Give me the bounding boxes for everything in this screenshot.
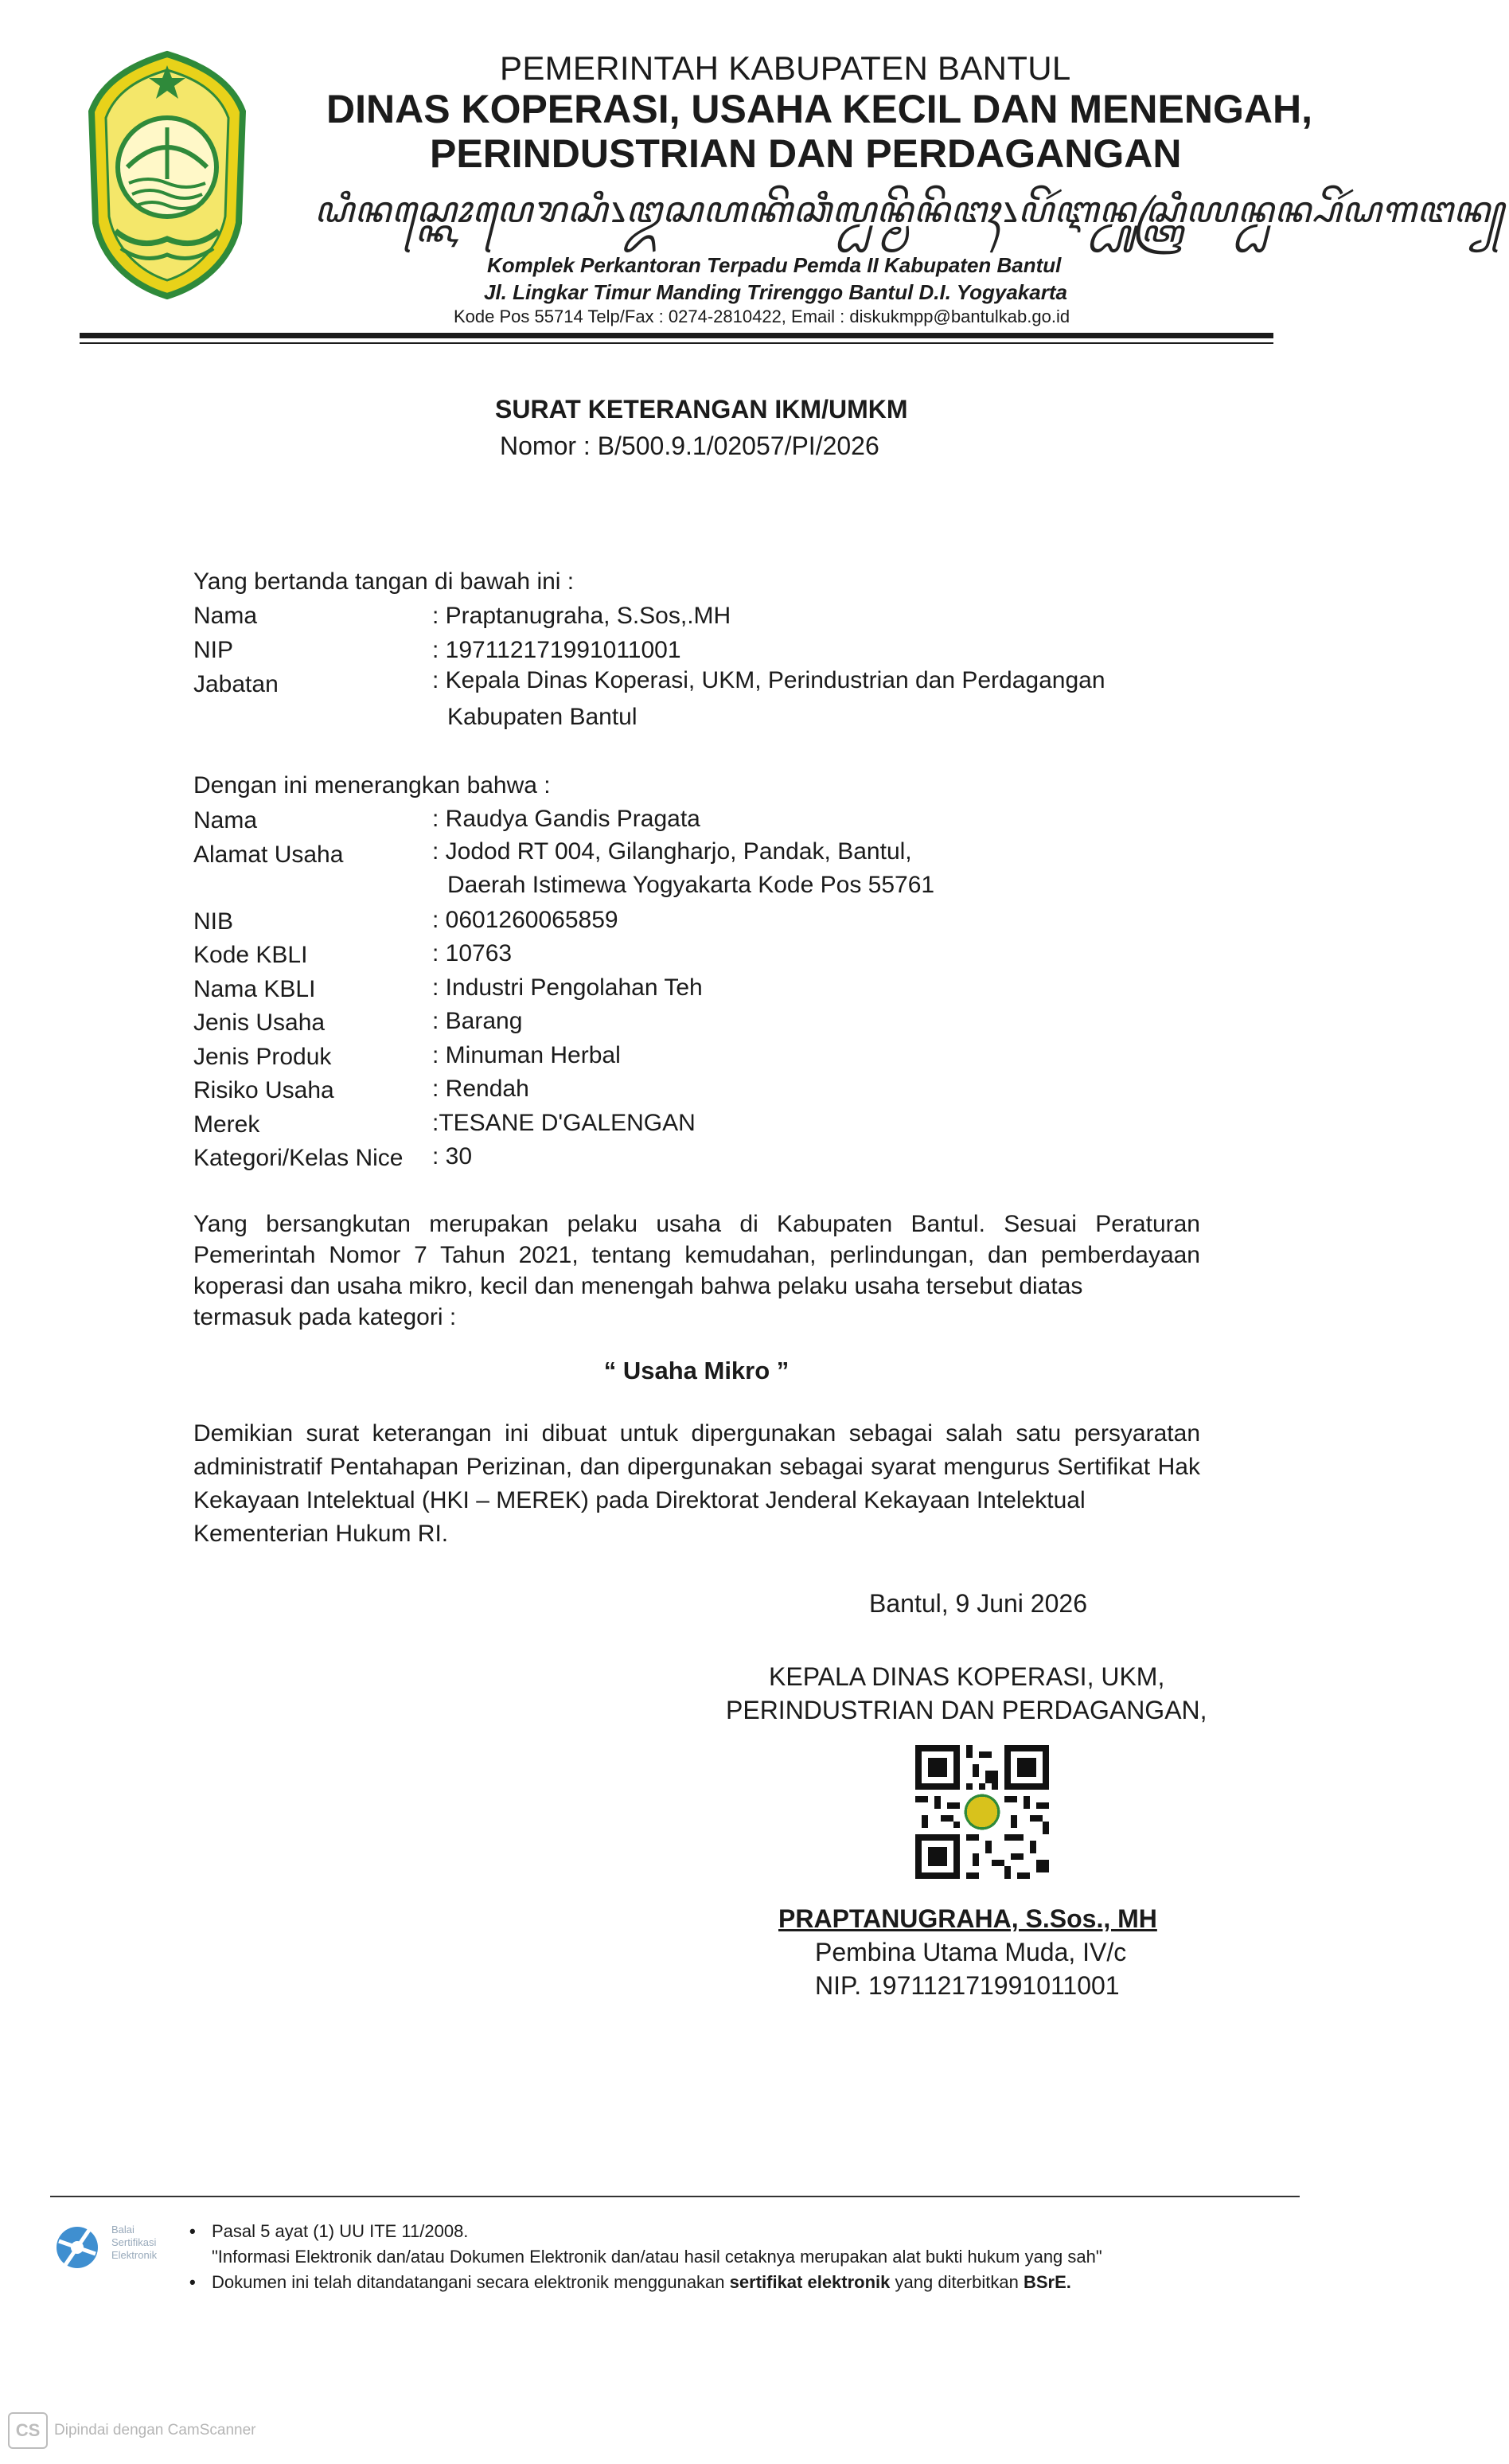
- signer-position-line2: PERINDUSTRIAN DAN PERDAGANGAN,: [726, 1696, 1207, 1724]
- bantul-regency-emblem: [80, 48, 255, 303]
- camscanner-watermark: [8, 2412, 256, 2449]
- letterhead-address-1: Komplek Perkantoran Terpadu Pemda II Kabupaten Bantul: [487, 253, 1062, 277]
- footer-legal-basis-text: Pasal 5 ayat (1) UU ITE 11/2008.: [212, 2221, 469, 2241]
- subject-value-alamat: : Jodod RT 004, Gilangharjo, Pandak, Bantul,: [432, 838, 912, 865]
- statement-paragraph-last-line: termasuk pada kategori :: [193, 1304, 457, 1330]
- letterhead-divider-thin: [80, 342, 1273, 344]
- signature-qr-code: [915, 1745, 1049, 1879]
- signer-label-jabatan: Jabatan: [193, 671, 279, 697]
- signer-label-nama: Nama: [193, 603, 258, 629]
- subject-value-nama: : Raudya Gandis Pragata: [432, 806, 700, 832]
- subject-label-merek: Merek: [193, 1111, 260, 1138]
- subject-value-kelas-nice: : 30: [432, 1143, 473, 1170]
- bsre-emblem-icon: [49, 2217, 105, 2281]
- subject-label-alamat: Alamat Usaha: [193, 842, 344, 868]
- document-title: SURAT KETERANGAN IKM/UMKM: [495, 395, 908, 424]
- letterhead-agency-line2: PERINDUSTRIAN DAN PERDAGANGAN: [430, 131, 1182, 176]
- statement-paragraph-body: Yang bersangkutan merupakan pelaku usaha di Kabupaten Bantul. Sesuai Peraturan Pemerintah Nomor 7 Tahun 2021, tentang kemudahan, perlindungan, dan pemberdayaan koperasi dan usaha mikro, kecil dan menengah bahwa pelaku usaha tersebut diatas: [193, 1211, 1200, 1299]
- document-number: Nomor : B/500.9.1/02057/PI/2026: [500, 431, 879, 460]
- purpose-paragraph-body: Demikian surat keterangan ini dibuat untuk dipergunakan sebagai salah satu persyaratan administratif Pentahapan Perizinan, dan dipergunakan sebagai syarat mengurus Sertifikat Hak Kekayaan Intelektual (HKI – MEREK) pada Direktorat Jenderal Kekayaan Intelektual: [193, 1420, 1200, 1513]
- camscanner-logo-icon: CS: [8, 2412, 48, 2449]
- footer-esign-statement: • Dokumen ini telah ditandatangani secara elektronik menggunakan sertifikat elektronik yang diterbitkan BSrE.: [189, 2272, 1071, 2292]
- statement-paragraph: [193, 1209, 1200, 1333]
- subject-value-alamat-cont: Daerah Istimewa Yogyakarta Kode Pos 55761: [447, 872, 935, 898]
- signer-intro: Yang bertanda tangan di bawah ini :: [193, 568, 575, 595]
- subject-value-jenis-produk: : Minuman Herbal: [432, 1042, 621, 1068]
- bsre-logo-text-3: Elektronik: [111, 2249, 158, 2261]
- subject-value-nama-kbli: : Industri Pengolahan Teh: [432, 974, 703, 1001]
- footer-esign-bold: sertifikat elektronik: [729, 2272, 891, 2292]
- subject-value-kode-kbli: : 10763: [432, 940, 513, 966]
- subject-label-kelas-nice: Kategori/Kelas Nice: [193, 1145, 404, 1171]
- subject-label-jenis-usaha: Jenis Usaha: [193, 1009, 326, 1036]
- purpose-paragraph: [193, 1417, 1200, 1551]
- signer-value-nama: : Praptanugraha, S.Sos,.MH: [432, 603, 731, 629]
- subject-value-risiko: : Rendah: [432, 1076, 529, 1102]
- subject-label-nama-kbli: Nama KBLI: [193, 976, 316, 1002]
- signer-label-nip: NIP: [193, 637, 234, 663]
- signer-value-jabatan: : Kepala Dinas Koperasi, UKM, Perindustrian dan Perdagangan: [432, 667, 1105, 693]
- footer-esign-pre: Dokumen ini telah ditandatangani secara elektronik menggunakan: [212, 2272, 730, 2292]
- business-category: “ Usaha Mikro ”: [603, 1357, 790, 1384]
- purpose-paragraph-last-line: Kementerian Hukum RI.: [193, 1521, 449, 1547]
- signer-nip: NIP. 197112171991011001: [815, 1971, 1120, 2000]
- footer-esign-post: yang diterbitkan: [890, 2272, 1024, 2292]
- signer-position-line1: KEPALA DINAS KOPERASI, UKM,: [769, 1662, 1165, 1691]
- footer-divider: [50, 2196, 1300, 2197]
- subject-label-nama: Nama: [193, 807, 258, 834]
- signer-rank: Pembina Utama Muda, IV/c: [815, 1938, 1127, 1966]
- place-date: Bantul, 9 Juni 2026: [869, 1589, 1087, 1618]
- footer-legal-quote: "Informasi Elektronik dan/atau Dokumen Elektronik dan/atau hasil cetaknya merupakan alat bukti hukum yang sah": [212, 2247, 1102, 2267]
- subject-label-kode-kbli: Kode KBLI: [193, 942, 308, 968]
- bsre-logo-text-2: Sertifikasi: [111, 2236, 157, 2248]
- camscanner-text: Dipindai dengan CamScanner: [54, 2422, 256, 2439]
- signer-name: PRAPTANUGRAHA, S.Sos., MH: [778, 1904, 1157, 1933]
- bsre-logo-text-1: Balai: [111, 2224, 135, 2236]
- bsre-logo: [49, 2217, 201, 2281]
- subject-label-nib: NIB: [193, 908, 234, 935]
- signer-value-jabatan-cont: Kabupaten Bantul: [447, 704, 638, 730]
- letterhead-government: PEMERINTAH KABUPATEN BANTUL: [500, 49, 1071, 87]
- subject-intro: Dengan ini menerangkan bahwa :: [193, 772, 551, 799]
- subject-value-jenis-usaha: : Barang: [432, 1008, 523, 1034]
- subject-label-risiko: Risiko Usaha: [193, 1077, 334, 1103]
- signer-value-nip: : 197112171991011001: [432, 637, 681, 663]
- footer-esign-end: BSrE.: [1023, 2272, 1071, 2292]
- subject-value-nib: : 0601260065859: [432, 907, 618, 933]
- letterhead-javanese-script: ꦝꦶꦤꦱ꧀ꦏꦺꦴꦥꦺꦫꦱꦶ꧈ꦈꦱꦲꦏꦼꦕꦶꦭ꧀ꦝꦤ꧀ꦩꦼꦤꦼꦔꦃ꧈ꦥꦼꦂꦆꦤ꧀ꦝꦸꦱ꧀ꦠꦿꦶꦪꦤ꧀ꦝꦤ꧀ꦥꦼꦂꦝꦒꦔꦤ꧀: [314, 188, 1505, 231]
- letterhead-divider-thick: [80, 333, 1273, 338]
- subject-value-merek: :TESANE D'GALENGAN: [432, 1110, 696, 1136]
- subject-label-jenis-produk: Jenis Produk: [193, 1044, 332, 1070]
- letterhead-agency-line1: DINAS KOPERASI, USAHA KECIL DAN MENENGAH,: [326, 87, 1312, 131]
- letterhead-contact: Kode Pos 55714 Telp/Fax : 0274-2810422, Email : diskukmpp@bantulkab.go.id: [454, 307, 1070, 326]
- letterhead-address-2: Jl. Lingkar Timur Manding Trirenggo Bantul D.I. Yogyakarta: [484, 280, 1067, 304]
- footer-legal-basis: • Pasal 5 ayat (1) UU ITE 11/2008.: [189, 2221, 469, 2241]
